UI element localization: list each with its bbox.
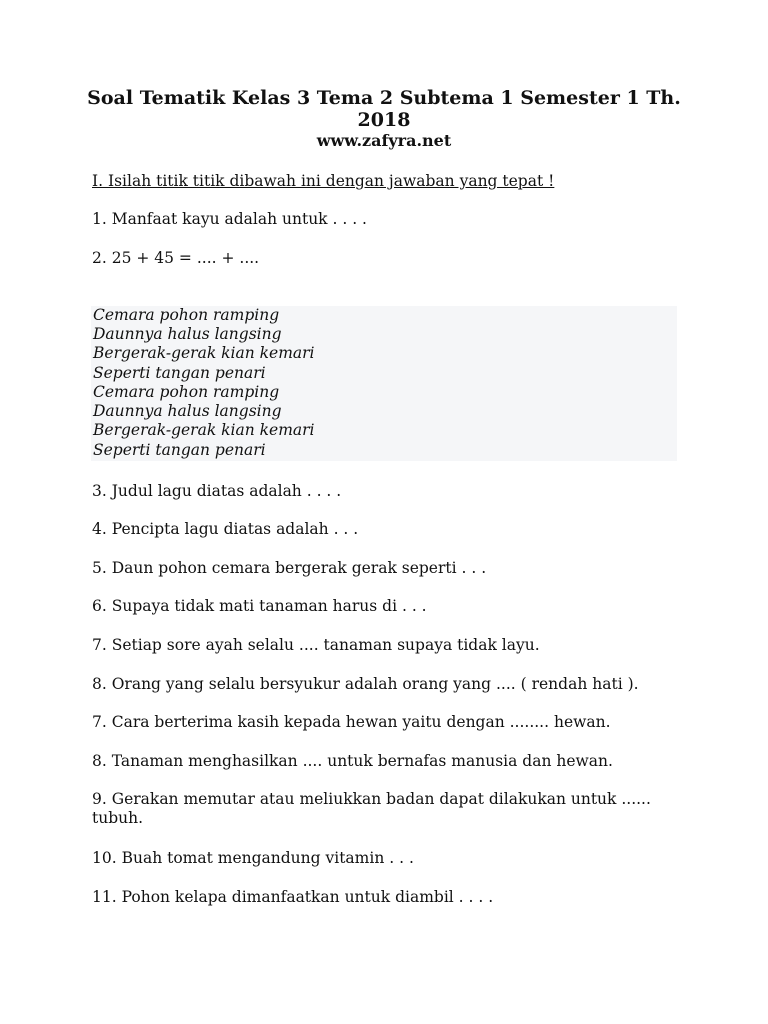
question-7b: 7. Cara berterima kasih kepada hewan yaitu dengan ........ hewan. [92,713,611,731]
instruction-heading: I. Isilah titik titik dibawah ini dengan jawaban yang tepat ! [92,172,555,190]
question-1: 1. Manfaat kayu adalah untuk . . . . [92,210,367,228]
document-title-line-1: Soal Tematik Kelas 3 Tema 2 Subtema 1 Semester 1 Th. [87,87,681,109]
document-title-line-2: 2018 [357,109,411,131]
song-lyric-line: Seperti tangan penari [93,441,266,459]
song-lyric-line: Cemara pohon ramping [93,383,280,401]
question-5: 5. Daun pohon cemara bergerak gerak seperti . . . [92,559,487,577]
song-lyric-line: Cemara pohon ramping [93,306,280,324]
song-lyric-line: Seperti tangan penari [93,364,266,382]
question-10: 10. Buah tomat mengandung vitamin . . . [92,849,414,867]
question-2: 2. 25 + 45 = .... + .... [92,249,260,267]
question-3: 3. Judul lagu diatas adalah . . . . [92,482,342,500]
song-lyric-line: Bergerak-gerak kian kemari [93,344,315,362]
question-8b: 8. Tanaman menghasilkan .... untuk bernafas manusia dan hewan. [92,752,613,770]
question-6: 6. Supaya tidak mati tanaman harus di . . . [92,597,427,615]
song-lyric-line: Bergerak-gerak kian kemari [93,421,315,439]
song-lyric-line: Daunnya halus langsing [93,402,282,420]
song-lyric-line: Daunnya halus langsing [93,325,282,343]
question-7: 7. Setiap sore ayah selalu .... tanaman supaya tidak layu. [92,636,540,654]
website-url: www.zafyra.net [316,131,452,150]
question-4: 4. Pencipta lagu diatas adalah . . . [92,520,359,538]
question-11: 11. Pohon kelapa dimanfaatkan untuk diambil . . . . [92,888,494,906]
question-9: 9. Gerakan memutar atau meliukkan badan dapat dilakukan untuk ...... tubuh. [92,790,651,827]
question-8: 8. Orang yang selalu bersyukur adalah orang yang .... ( rendah hati ). [92,675,639,693]
